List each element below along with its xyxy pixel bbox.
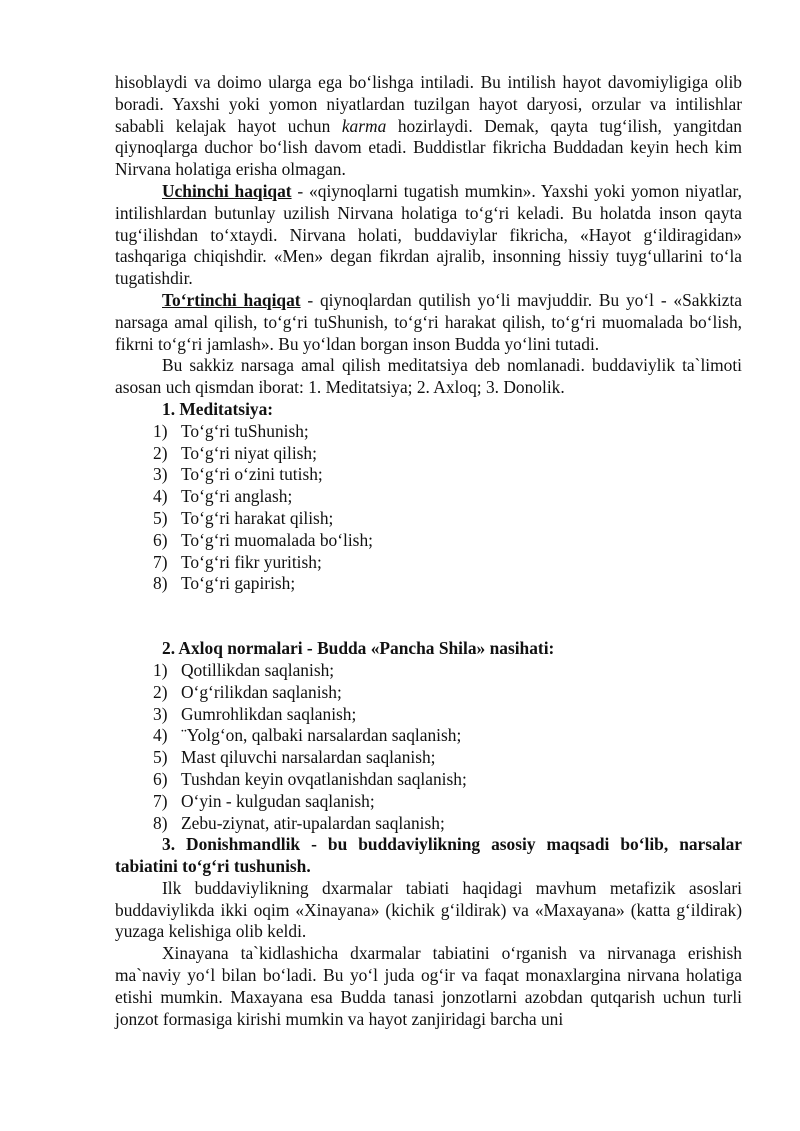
list-item-number: 8) <box>153 812 168 833</box>
list-item <box>115 443 742 465</box>
list-item-text: Tushdan keyin ovqatlanishdan saqlanish; <box>181 768 467 789</box>
paragraph-eightfold: Bu sakkiz narsaga amal qilish meditatsiya deb nomlanadi. buddaviylik ta`limoti asosan uch qismdan iborat: 1. Meditatsiya; 2. Axloq; 3. Donolik. <box>115 355 742 398</box>
list-item-number: 4) <box>153 486 168 507</box>
list-item-text: To‘g‘ri niyat qilish; <box>181 442 317 463</box>
list-item-text: To‘g‘ri gapirish; <box>181 573 296 594</box>
third-truth-text: - «qiynoqlarni tugatish mumkin». Yaxshi yoki yomon niyatlar, intilishlardan butunlay uzilish Nirvana holatiga to‘g‘ri keladi. Bu holatda inson qayta tug‘ilishdan to‘xtaydi. Nirvana holati, buddaviylar fikricha, «Hayot g‘ildiragidan» tashqariga chiqishdir. «Men» degan fikrdan ajralib, insonning hissiy tuyg‘ullarini to‘la tugatishdir. <box>115 180 742 289</box>
list-item <box>115 552 742 574</box>
intro-text-tail: hozirlaydi. Demak, qayta tug‘ilish, yangitdan qiynoqlarga duchor bo‘lish davom etadi. Buddistlar fikricha Buddadan keyin hech kim Nirvana holatiga erisha olmagan. <box>115 115 743 180</box>
list-item-text: To‘g‘ri fikr yuritish; <box>181 551 322 572</box>
list-item-text: Gumrohlikdan saqlanish; <box>181 703 357 724</box>
paragraph-xinayana: Xinayana ta`kidlashicha dxarmalar tabiatini o‘rganish va nirvanaga erishish ma`naviy yo‘l bilan bo‘ladi. Bu yo‘l juda og‘ir va faqat monaxlargina nirvana holatiga etishi mumkin. Maxayana esa Budda tanasi jonzotlarni azobdan qutqarish uchun turli jonzot formasiga kirishi mumkin va hayot zanjiridagi barcha uni <box>115 943 742 1029</box>
section-wisdom-heading: 3. Donishmandlik - bu buddaviylikning asosiy maqsadi bo‘lib, narsalar tabiatini to‘g‘ri tushunish. <box>115 834 742 877</box>
list-item-number: 5) <box>153 747 168 768</box>
list-item-number: 3) <box>153 703 168 724</box>
intro-italic-term: karma <box>341 115 387 136</box>
meditation-list <box>115 421 742 595</box>
list-item-text: Zebu-ziynat, atir-upalardan saqlanish; <box>181 812 445 833</box>
blank-spacer <box>115 595 742 638</box>
list-item <box>115 486 742 508</box>
fourth-truth-text: - qiynoqlardan qutilish yo‘li mavjuddir. Bu yo‘l - «Sakkizta narsaga amal qilish, to‘g‘ri tuShunish, to‘g‘ri harakat qilish, to‘g‘ri muomalada bo‘lish, fikrni to‘g‘ri jamlash». Bu yo‘ldan borgan inson Budda yo‘lini tutadi. <box>115 289 742 354</box>
list-item-text: To‘g‘ri tuShunish; <box>181 420 309 441</box>
list-item-number: 7) <box>153 551 168 572</box>
paragraph-third-truth <box>115 181 742 290</box>
paragraph-schools: Ilk buddaviylikning dxarmalar tabiati haqidagi mavhum metafizik asoslari buddaviylikda ikki oqim «Xinayana» (kichik g‘ildirak) va «Maxayana» (katta g‘ildirak) yuzaga kelishiga olib keldi. <box>115 877 742 942</box>
list-item-number: 3) <box>153 464 168 485</box>
list-item <box>115 682 742 704</box>
paragraph-fourth-truth <box>115 290 742 355</box>
list-item-text: To‘g‘ri anglash; <box>181 486 293 507</box>
section-ethics-heading: 2. Axloq normalari - Budda «Pancha Shila» nasihati: <box>162 638 555 659</box>
list-item-number: 6) <box>153 768 168 789</box>
list-item-text: O‘g‘rilikdan saqlanish; <box>181 681 342 702</box>
list-item-text: To‘g‘ri harakat qilish; <box>181 507 334 528</box>
list-item <box>115 747 742 769</box>
list-item-number: 1) <box>153 659 168 680</box>
list-item-text: To‘g‘ri muomalada bo‘lish; <box>181 529 373 550</box>
list-item-text: ¨Yolg‘on, qalbaki narsalardan saqlanish; <box>181 725 462 746</box>
list-item-number: 1) <box>153 420 168 441</box>
intro-text: hisoblaydi va doimo ularga ega bo‘lishga intiladi. Bu intilish hayot davomiyligiga olib boradi. Yaxshi yoki yomon niyatlardan tuzilgan hayot daryosi, orzular va intilishlar sababli kelajak hayot uchun <box>115 72 742 136</box>
list-item <box>115 704 742 726</box>
list-item <box>115 769 742 791</box>
list-item <box>115 421 742 443</box>
list-item <box>115 791 742 813</box>
list-item <box>115 464 742 486</box>
list-item-text: Mast qiluvchi narsalardan saqlanish; <box>181 747 436 768</box>
list-item-number: 7) <box>153 790 168 811</box>
fourth-truth-title: To‘rtinchi haqiqat <box>162 289 301 310</box>
third-truth-title: Uchinchi haqiqat <box>162 180 292 201</box>
list-item <box>115 725 742 747</box>
section-meditation-heading: 1. Meditatsiya: <box>162 398 274 419</box>
list-item-number: 2) <box>153 442 168 463</box>
list-item <box>115 573 742 595</box>
list-item-text: To‘g‘ri o‘zini tutish; <box>181 464 323 485</box>
list-item <box>115 813 742 835</box>
ethics-list <box>115 660 742 834</box>
list-item-number: 8) <box>153 573 168 594</box>
list-item-text: Qotillikdan saqlanish; <box>181 659 335 680</box>
list-item <box>115 508 742 530</box>
list-item-number: 4) <box>153 725 168 746</box>
list-item <box>115 530 742 552</box>
list-item-number: 6) <box>153 529 168 550</box>
list-item-number: 2) <box>153 681 168 702</box>
list-item <box>115 660 742 682</box>
list-item-text: O‘yin - kulgudan saqlanish; <box>181 790 375 811</box>
list-item-number: 5) <box>153 507 168 528</box>
paragraph-intro <box>115 72 742 181</box>
